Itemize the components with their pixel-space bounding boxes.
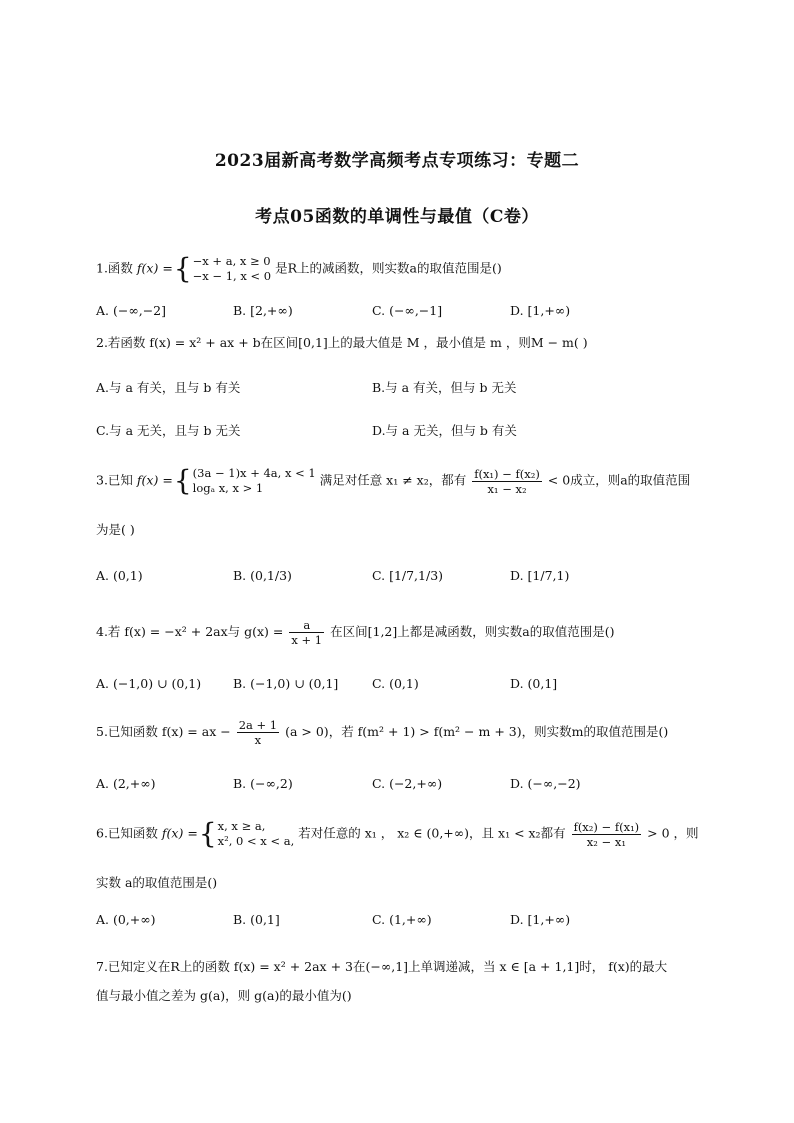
q6-option-c: C. (1,+∞) (372, 912, 432, 927)
question-2-stem: 2.若函数 f(x) = x² + ax + b在区间[0,1]上的最大值是 M ，最小值是 m ，则M − m( ) (96, 335, 588, 350)
left-brace-icon: { (173, 464, 192, 497)
piecewise-cases: x, x ≥ a, x², 0 < x < a, (217, 819, 295, 848)
q4-option-a: A. (−1,0) ∪ (0,1) (96, 676, 202, 691)
q5-option-a: A. (2,+∞) (96, 776, 156, 791)
question-3-stem-cont: 为是( ) (96, 522, 135, 537)
q1-option-b: B. [2,+∞) (233, 303, 293, 318)
q3-option-b: B. (0,1/3) (233, 568, 292, 583)
question-7-stem-cont: 值与最小值之差为 g(a)，则 g(a)的最小值为() (96, 988, 352, 1003)
q4-option-c: C. (0,1) (372, 676, 419, 691)
q6-option-b: B. (0,1] (233, 912, 280, 927)
document-subtitle: 考点05函数的单调性与最值（C卷） (255, 207, 539, 227)
q2-option-d: D.与 a 无关，但与 b 有关 (372, 423, 517, 438)
q1-option-c: C. (−∞,−1] (372, 303, 443, 318)
piecewise-cases: (3a − 1)x + 4a, x < 1 logₐ x, x > 1 (192, 466, 316, 495)
q2-option-a: A.与 a 有关，且与 b 有关 (96, 380, 241, 395)
piecewise-cases: −x + a, x ≥ 0 −x − 1, x < 0 (192, 254, 272, 283)
question-4-stem: 4.若 f(x) = −x² + 2ax与 g(x) = $\frac{a}{x + 1}$ 在区间[1,2]上都是减函数，则实数a的取值范围是() (96, 618, 615, 647)
q2-option-c: C.与 a 无关，且与 b 无关 (96, 423, 241, 438)
question-7-stem: 7.已知定义在R上的函数 f(x) = x² + 2ax + 3在(−∞,1]上单调递减，当 x ∈ [a + 1,1]时， f(x)的最大 (96, 959, 668, 974)
fraction: $\frac{2a + 1}{x}$ (238, 718, 278, 747)
q6-option-d: D. [1,+∞) (510, 912, 571, 927)
document-title: 2023届新高考数学高频考点专项练习：专题二 (214, 151, 580, 171)
q5-option-b: B. (−∞,2) (233, 776, 293, 791)
fraction: $\frac{\text{f(x₂) − f(x₁)}}{\text{x₂ − x₁}}$ (573, 819, 640, 849)
q3-option-c: C. [1/7,1/3) (372, 568, 444, 583)
question-1-stem: 1.函数 f(x) ={ −x + a, x ≥ 0 −x − 1, x < 0 是R上的减函数，则实数a的取值范围是() (96, 252, 502, 285)
q4-option-d: D. (0,1] (510, 676, 558, 691)
q3-option-d: D. [1/7,1) (510, 568, 570, 583)
left-brace-icon: { (173, 252, 192, 285)
fraction: $\frac{\text{f(x₁) − f(x₂)}}{\text{x₁ − x₂}}$ (474, 466, 540, 496)
q3-option-a: A. (0,1) (96, 568, 143, 583)
q1-option-d: D. [1,+∞) (510, 303, 571, 318)
q1-option-a: A. (−∞,−2] (96, 303, 167, 318)
q6-option-a: A. (0,+∞) (96, 912, 156, 927)
q4-option-b: B. (−1,0) ∪ (0,1] (233, 676, 339, 691)
left-brace-icon: { (198, 817, 217, 850)
question-6-stem: 6.已知函数 f(x) ={ x, x ≥ a, x², 0 < x < a, 若对任意的 x₁ ， x₂ ∈ (0,+∞)，且 x₁ < x₂都有 $\frac{\text{f(x₂) − f(x₁)}}{\text{x₂ − x₁}}$ > 0 ，则 (96, 817, 699, 850)
question-6-stem-cont: 实数 a的取值范围是() (96, 875, 218, 890)
question-5-stem: 5.已知函数 f(x) = ax − $\frac{2a + 1}{x}$ (a > 0)，若 f(m² + 1) > f(m² − m + 3)，则实数m的取值范围是() (96, 718, 669, 747)
q2-option-b: B.与 a 有关，但与 b 无关 (372, 380, 517, 395)
question-3-stem: 3.已知 f(x) ={ (3a − 1)x + 4a, x < 1 logₐ x, x > 1 满足对任意 x₁ ≠ x₂，都有 $\frac{\text{f(x₁) − f(x₂)}}{\text{x₁ − x₂}}$ < 0成立，则a的取值范围 (96, 464, 691, 497)
q5-option-d: D. (−∞,−2) (510, 776, 581, 791)
fraction: $\frac{a}{x + 1}$ (291, 618, 323, 647)
q5-option-c: C. (−2,+∞) (372, 776, 443, 791)
